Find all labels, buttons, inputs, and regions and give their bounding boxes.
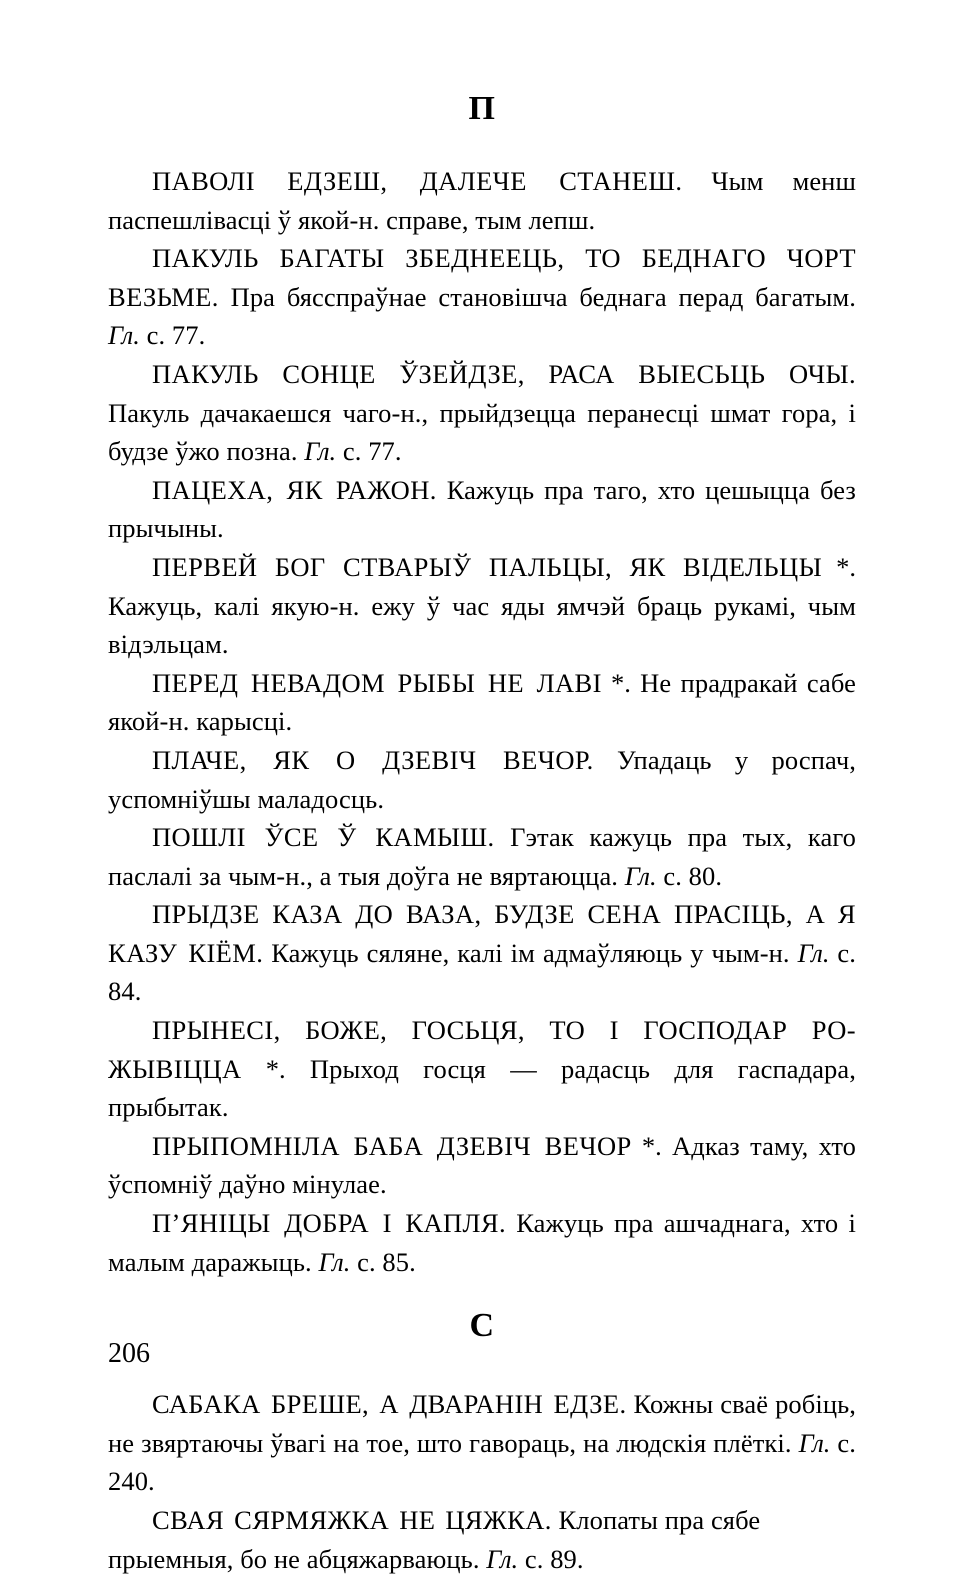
entry-headword: ПЛАЧЕ, ЯК О ДЗЕВІЧ ВЕЧОР. xyxy=(152,744,594,775)
entry-reference: Гл. xyxy=(318,1246,351,1277)
dictionary-entry xyxy=(108,741,856,818)
dictionary-entry xyxy=(108,1127,856,1204)
entry-headword: СВАЯ СЯРМЯЖКА НЕ ЦЯЖКА. xyxy=(152,1505,552,1535)
entry-headword: САБАКА БРЕШЕ, А ДВАРАНІН ЕДЗЕ. xyxy=(152,1389,627,1420)
entry-gloss: Гэтак кажуць пра тых, каго паслалі за чым-н., а тыя доўга не вяртаюцца. xyxy=(108,822,856,891)
entry-gloss: Кожны сваё робіць, не звяртаючы ўвагі на тое, што гавораць, на людскія плёткі. xyxy=(108,1389,857,1458)
entry-reference-page: с. 77. xyxy=(139,320,206,351)
entry-headword: ПАКУЛЬ СОНЦЕ ЎЗЕЙДЗЕ, РАСА ВЫЕСЬЦЬ ОЧЫ. xyxy=(152,358,856,389)
text-column xyxy=(108,92,856,1578)
dictionary-entry xyxy=(108,355,856,471)
entry-gloss: Пра бясспраўнае становішча беднага перад багатым. xyxy=(218,281,856,312)
entry-gloss: Упадаць у роспач, успомніўшы маладосць. xyxy=(108,744,856,814)
entry-gloss: Кажуць, калі якую-н. ежу ў час яды ямчэй браць рукамі, чым відэльцам. xyxy=(108,590,856,660)
entry-reference: Гл. xyxy=(624,860,657,891)
dictionary-entry xyxy=(108,548,856,664)
entry-reference-page: с. 85. xyxy=(350,1246,416,1277)
entry-reference-page: с. 77. xyxy=(336,436,402,467)
entry-reference-page: с. 80. xyxy=(656,860,723,891)
entry-gloss: Клопаты пра сябе прыемныя, бо не абцяжарваюць. xyxy=(108,1505,761,1574)
entry-star: *. xyxy=(241,1053,286,1084)
entry-reference-page: с. 89. xyxy=(518,1543,584,1574)
dictionary-entry xyxy=(108,471,856,548)
entry-reference-page: с. 84. xyxy=(108,937,857,1007)
entry-gloss: Прыход госця — радасць для гаспадара, прыбытак. xyxy=(108,1053,856,1123)
dictionary-entry xyxy=(108,1011,856,1127)
dictionary-entry xyxy=(108,895,856,1011)
entry-reference: Гл. xyxy=(798,1427,831,1458)
entry-reference: Гл. xyxy=(486,1543,519,1574)
entry-gloss: Адказ таму, хто ўспомніў даўно мінулае. xyxy=(108,1130,857,1200)
section-letter-heading: П xyxy=(468,90,496,127)
entry-headword: ПРЫДЗЕ КАЗА ДО ВАЗА, БУДЗЕ СЕНА ПРАСІЦЬ, А Я КАЗУ КІЁМ. xyxy=(108,899,856,968)
page-number: 206 xyxy=(108,1338,150,1369)
dictionary-entry xyxy=(108,162,856,239)
dictionary-entry xyxy=(108,664,856,741)
dictionary-entry xyxy=(108,1204,856,1281)
entry-headword: ПРЫПОМНІЛА БАБА ДЗЕВІЧ ВЕЧОР xyxy=(152,1130,632,1161)
section-letter-heading: С xyxy=(469,1307,495,1345)
entry-headword: ПОШЛІ ЎСЕ Ў КАМЫШ. xyxy=(152,822,495,853)
dictionary-entry xyxy=(108,1385,856,1501)
entry-headword: ПАКУЛЬ БАГАТЫ ЗБЕДНЕЕЦЬ, ТО БЕДНАГО ЧОРТ ВЕЗЬМЕ. xyxy=(108,243,856,312)
dictionary-entry xyxy=(108,818,856,895)
entry-reference: Гл. xyxy=(304,436,337,467)
entry-reference: Гл. xyxy=(797,937,830,968)
entry-star: *. xyxy=(631,1130,662,1161)
entry-star: *. xyxy=(822,551,857,582)
entry-gloss: Не прадракай сабе якой-н. карысці. xyxy=(108,667,856,737)
entry-gloss: Кажуць сяляне, калі ім адмаўляюць у чым-н. xyxy=(263,937,798,968)
entry-headword: ПАВОЛІ ЕДЗЕШ, ДАЛЕЧЕ СТАНЕШ. xyxy=(152,166,683,196)
dictionary-entry xyxy=(108,1501,856,1578)
entry-gloss: Чым менш паспешлівасці ў якой-н. справе, тым лепш. xyxy=(108,166,856,235)
entry-reference-page: с. 240. xyxy=(108,1427,856,1497)
entry-headword: П’ЯНІЦЫ ДОБРА І КАПЛЯ. xyxy=(152,1208,507,1239)
entry-headword: ПАЦЕХА, ЯК РАЖОН. xyxy=(152,474,437,505)
entry-reference: Гл. xyxy=(108,320,140,351)
dictionary-entry xyxy=(108,239,856,355)
entry-gloss: Пакуль дачакаешся чаго-н., прыйдзецца перанесці шмат гора, і будзе ўжо позна. xyxy=(108,397,856,467)
entry-headword: ПРЫНЕСІ, БОЖЕ, ГОСЬЦЯ, ТО І ГОСПОДАР РО-ЖЫВІЦЦА xyxy=(108,1015,856,1084)
entry-headword: ПЕРВЕЙ БОГ СТВАРЫЎ ПАЛЬЦЫ, ЯК ВІДЕЛЬЦЫ xyxy=(152,551,823,582)
entry-headword: ПЕРЕД НЕВАДОМ РЫБЫ НЕ ЛАВІ xyxy=(152,667,602,698)
entry-gloss: Кажуць пра ашчаднага, хто і малым даражыць. xyxy=(108,1208,856,1277)
entry-star: *. xyxy=(601,667,631,698)
entry-gloss: Кажуць пра таго, хто цешыцца без прычыны. xyxy=(108,474,856,544)
